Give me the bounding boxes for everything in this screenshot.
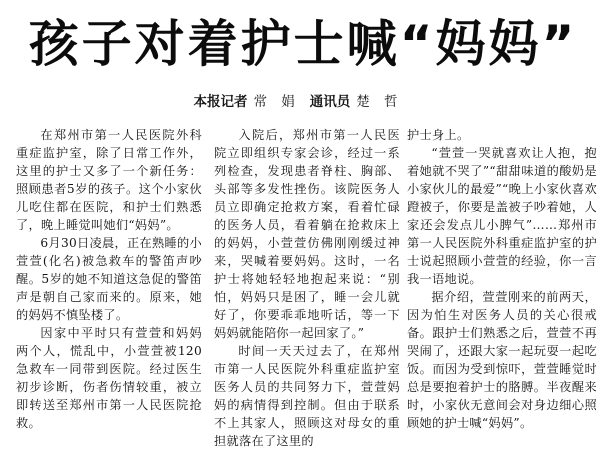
article-column-2 (214, 126, 400, 467)
paragraph: 6月30日凌晨，正在熟睡的小萱萱(化名)被急救车的警笛声吵醒。5岁的她不知道这急促的警笛声是朝自己家而来的。原来，她的妈妈不慎坠楼了。 (16, 236, 202, 322)
paragraph: “萱萱一哭就喜欢让人抱，抱着她就不哭了”“甜甜味道的酸奶是小家伙儿的最爱”“晚上小家伙喜欢蹬被子，你要是盖被子吵着她，人家还会发点儿小脾气”……郑州市第一人民医院外科重症监护室的护士说起照顾小萱萱的经验，你一言我一语地说。 (407, 146, 597, 286)
paragraph: 入院后，郑州市第一人民医院立即组织专家会诊，经过一系列检查，发现患者脊柱、胸部、头部等多发性挫伤。该院医务人员立即确定抢救方案，看着忙碌的医务人员，看着躺在抢救床上的妈妈，小萱萱仿佛刚刚缓过神来，哭喊着要妈妈。这时，一名护士将她轻轻地抱起来说：“别怕，妈妈只是困了，睡一会儿就好了，你要乖乖地听话，等一下妈妈就能陪你一起回家了。” (214, 128, 400, 340)
byline (0, 92, 606, 112)
correspondent-name: 楚 哲 (356, 94, 403, 110)
correspondent-role: 通讯员 (309, 94, 351, 110)
paragraph-continued: 护士身上。 (407, 128, 470, 142)
paragraph: 时间一天天过去了，在郑州市第一人民医院外科重症监护室医务人员的共同努力下，萱萱妈妈的病情得到控制。但由于联系不上其家人，照顾这对母女的重担就落在了这里的 (214, 344, 400, 448)
article-column-3 (407, 126, 597, 467)
paragraph: 据介绍，萱萱刚来的前两天，因为怕生对医务人员的关心很戒备。跟护士们熟悉之后，萱萱不再哭闹了，还跟大家一起玩耍一起吃饭。而因为受到惊吓，萱萱睡觉时总是要抱着护士的胳膊。半夜醒来时，小家伙无意间会对身边细心照顾她的护士喊“妈妈”。 (407, 290, 597, 430)
headline: 孩子对着护士喊“妈妈” (28, 15, 578, 73)
paragraph: 在郑州市第一人民医院外科重症监护室，除了日常工作外，这里的护士又多了一个新任务：照顾患者5岁的孩子。这个小家伙儿吃住都在医院，和护士们熟悉了，晚上睡觉叫她们“妈妈”。 (16, 128, 202, 232)
reporter-role: 本报记者 (193, 94, 248, 110)
article-column-1 (16, 126, 202, 467)
reporter-name: 常 娟 (253, 94, 300, 110)
paragraph: 因家中平时只有萱萱和妈妈两个人，慌乱中，小萱萱被120急救车一同带到医院。经过医生初步诊断，伤者伤情较重，被立即转送至郑州市第一人民医院抢救。 (16, 326, 202, 430)
